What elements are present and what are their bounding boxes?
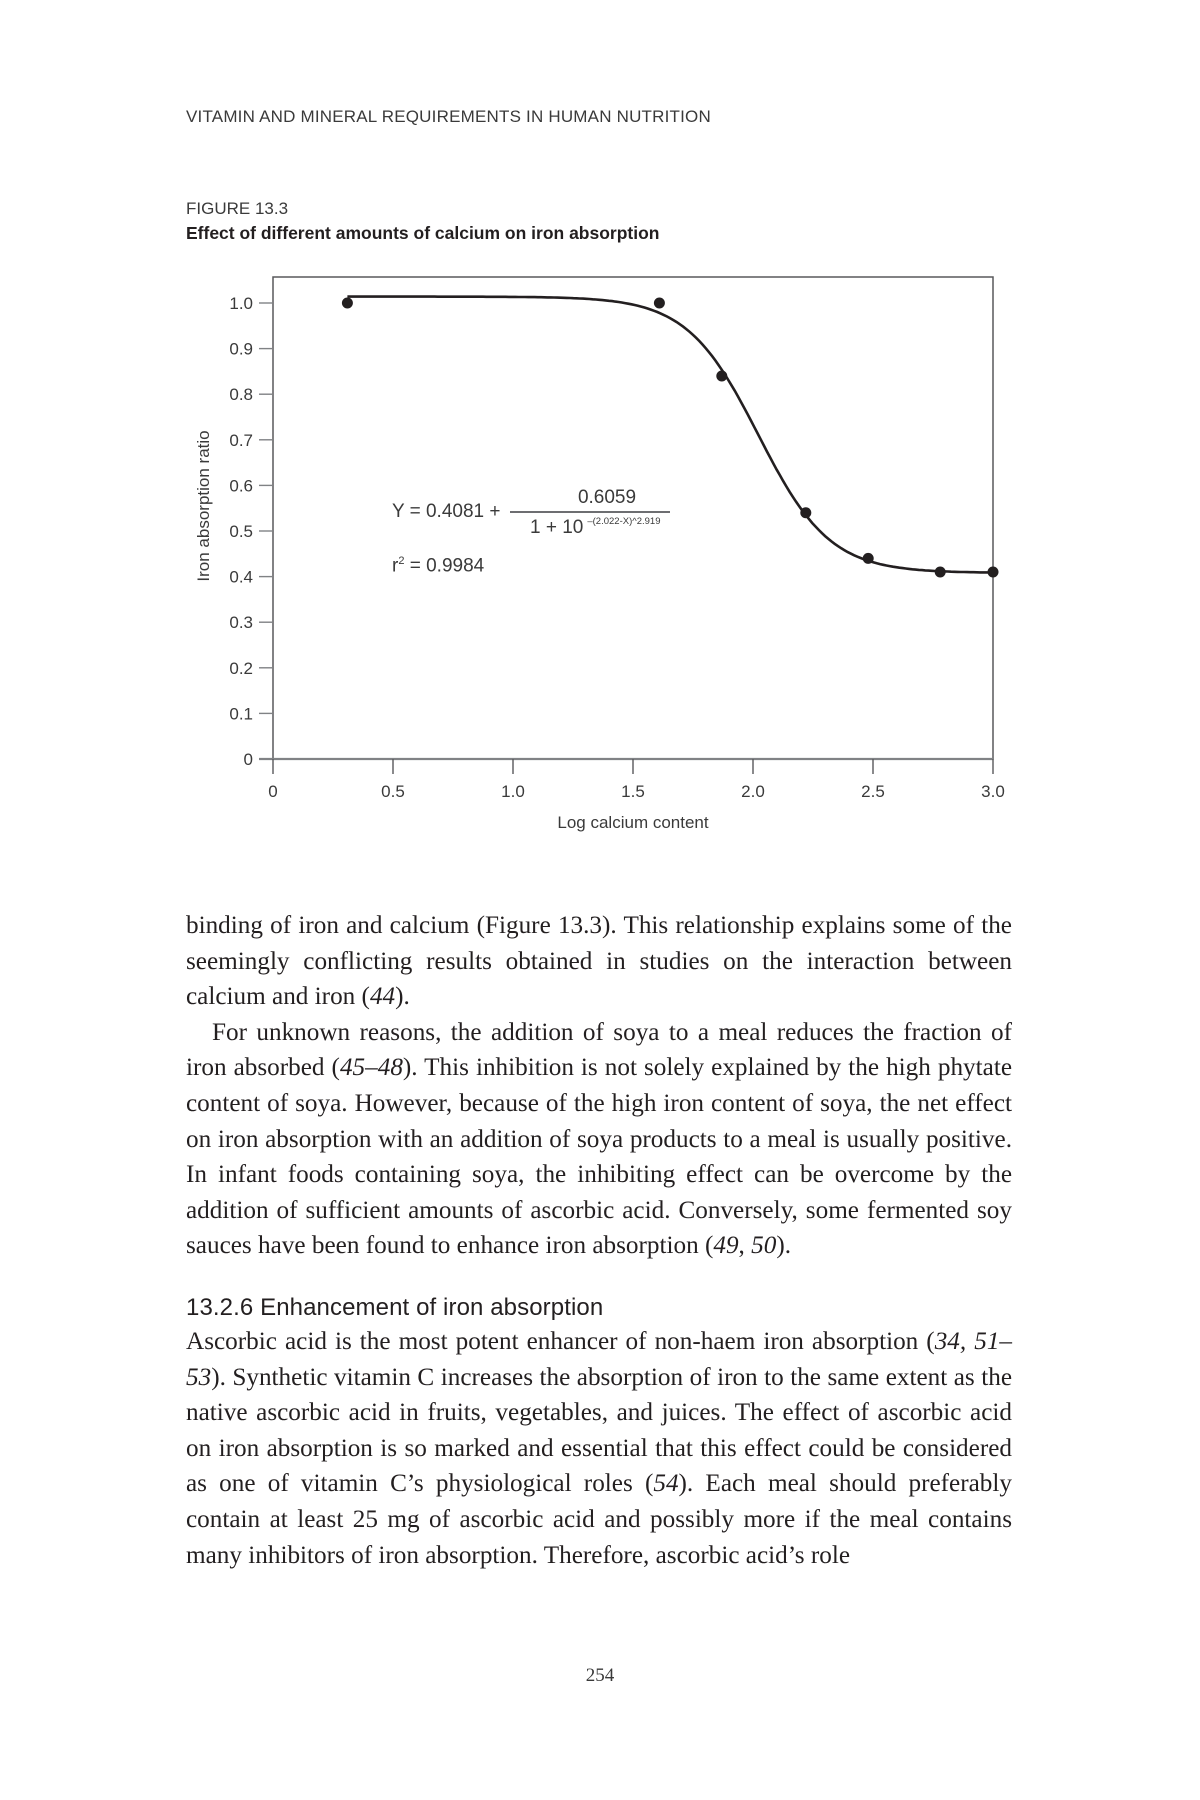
r2-value: = 0.9984 — [404, 555, 485, 577]
citation: 49 — [713, 1232, 739, 1260]
x-tick-label: 2.0 — [741, 782, 765, 801]
equation-denominator — [510, 516, 670, 539]
citation: 44 — [369, 983, 396, 1011]
y-tick-label: 0.3 — [229, 613, 253, 633]
x-tick-label: 1.5 — [621, 782, 645, 801]
data-point — [716, 370, 727, 381]
data-point — [935, 567, 946, 578]
y-tick-label: 0.5 — [229, 522, 253, 541]
running-head: VITAMIN AND MINERAL REQUIREMENTS IN HUMAN NUTRITION — [186, 107, 711, 126]
y-tick-label: 0.9 — [229, 339, 253, 359]
citation: 54 — [653, 1470, 679, 1498]
x-axis-ticks — [268, 759, 1005, 801]
equation-lhs: Y = 0.4081 + — [392, 501, 501, 522]
data-point — [800, 507, 811, 518]
text-run: binding of iron and calcium (Figure 13.3). This relationship explains some of the seemingly conflicting results obtained in studies on the interaction between calcium and iron ( — [186, 912, 1012, 1011]
citation: 50 — [751, 1232, 777, 1260]
y-tick-label: 0.8 — [229, 385, 253, 405]
citation: 45–48 — [339, 1054, 403, 1082]
figure-title: Effect of different amounts of calcium on iron absorption — [186, 223, 660, 243]
x-axis-label: Log calcium content — [557, 813, 709, 832]
text-run: , — [738, 1232, 752, 1260]
text-run: For unknown reasons, the addition of soya to a meal reduces the fraction of iron absorbed ( — [186, 1018, 1012, 1082]
chart-plot — [0, 0, 1200, 870]
paragraph-3 — [186, 1324, 1012, 1573]
y-tick-label: 1.0 — [229, 294, 253, 313]
text-run: ). — [395, 983, 410, 1011]
y-tick-label: 0.4 — [229, 567, 253, 587]
x-tick-label: 0.5 — [381, 782, 405, 801]
x-tick-label: 1.0 — [501, 782, 525, 801]
data-point — [863, 553, 874, 564]
equation-numerator: 0.6059 — [577, 487, 637, 508]
x-tick-label: 3.0 — [981, 782, 1005, 801]
data-point — [342, 298, 353, 309]
r-squared — [392, 555, 484, 577]
y-tick-label: 0.6 — [229, 476, 253, 496]
text-run: ). — [776, 1232, 792, 1260]
y-tick-label: 0.7 — [229, 430, 253, 450]
data-point — [988, 567, 999, 578]
denominator-base: 1 + 10 — [530, 516, 584, 538]
page-number: 254 — [585, 1665, 615, 1686]
y-tick-label: 0.1 — [229, 704, 253, 724]
y-tick-label: 0.2 — [229, 658, 253, 678]
y-axis-label: Iron absorption ratio — [194, 430, 213, 582]
denominator-exponent: –(2.022-X)^2.919 — [587, 515, 661, 527]
text-run: ). This inhibition is not solely explained by the high phytate content of soya. However, because of the high iron content of soya, the net effect on iron absorption with an addition of soya products to a meal is usually positive. In infant foods containing soya, the inhibiting effect can be overcome by the addition of sufficient amounts of ascorbic acid. Conversely, some fermented soy sauces have been found to enhance iron absorption ( — [186, 1054, 1013, 1260]
paragraph-1 — [186, 908, 1012, 1015]
r2-superscript: 2 — [398, 555, 405, 567]
text-run: ). Each meal should preferably contain at least 25 mg of ascorbic acid and possibly more if the meal contains many inhibitors of iron absorption. Therefore, ascorbic acid’s role — [186, 1470, 1012, 1569]
x-tick-label: 2.5 — [861, 782, 885, 801]
r2-label: r — [392, 555, 399, 577]
x-tick-label: 0 — [268, 782, 278, 801]
figure-number: FIGURE 13.3 — [186, 199, 289, 218]
data-points — [342, 298, 999, 578]
equation-fraction — [510, 487, 670, 539]
paragraph-2 — [186, 1015, 1012, 1264]
data-point — [654, 298, 665, 309]
body-text — [186, 908, 1012, 1573]
y-axis-ticks — [229, 294, 273, 769]
fraction-bar — [510, 511, 670, 513]
text-run: ). Synthetic vitamin C increases the absorption of iron to the same extent as the native ascorbic acid in fruits, vegetables, and juices. The effect of ascorbic acid on iron absorption is so marked and essential that this effect could be considered as one of vitamin C’s physiological roles ( — [186, 1363, 1012, 1498]
section-heading: 13.2.6 Enhancement of iron absorption — [186, 1293, 604, 1321]
text-run: Ascorbic acid is the most potent enhancer of non-haem iron absorption ( — [186, 1327, 935, 1355]
y-tick-label: 0 — [243, 750, 253, 769]
citation: 34, 51–53 — [186, 1327, 1013, 1391]
fitted-curve — [347, 297, 993, 573]
chart — [0, 0, 1200, 870]
